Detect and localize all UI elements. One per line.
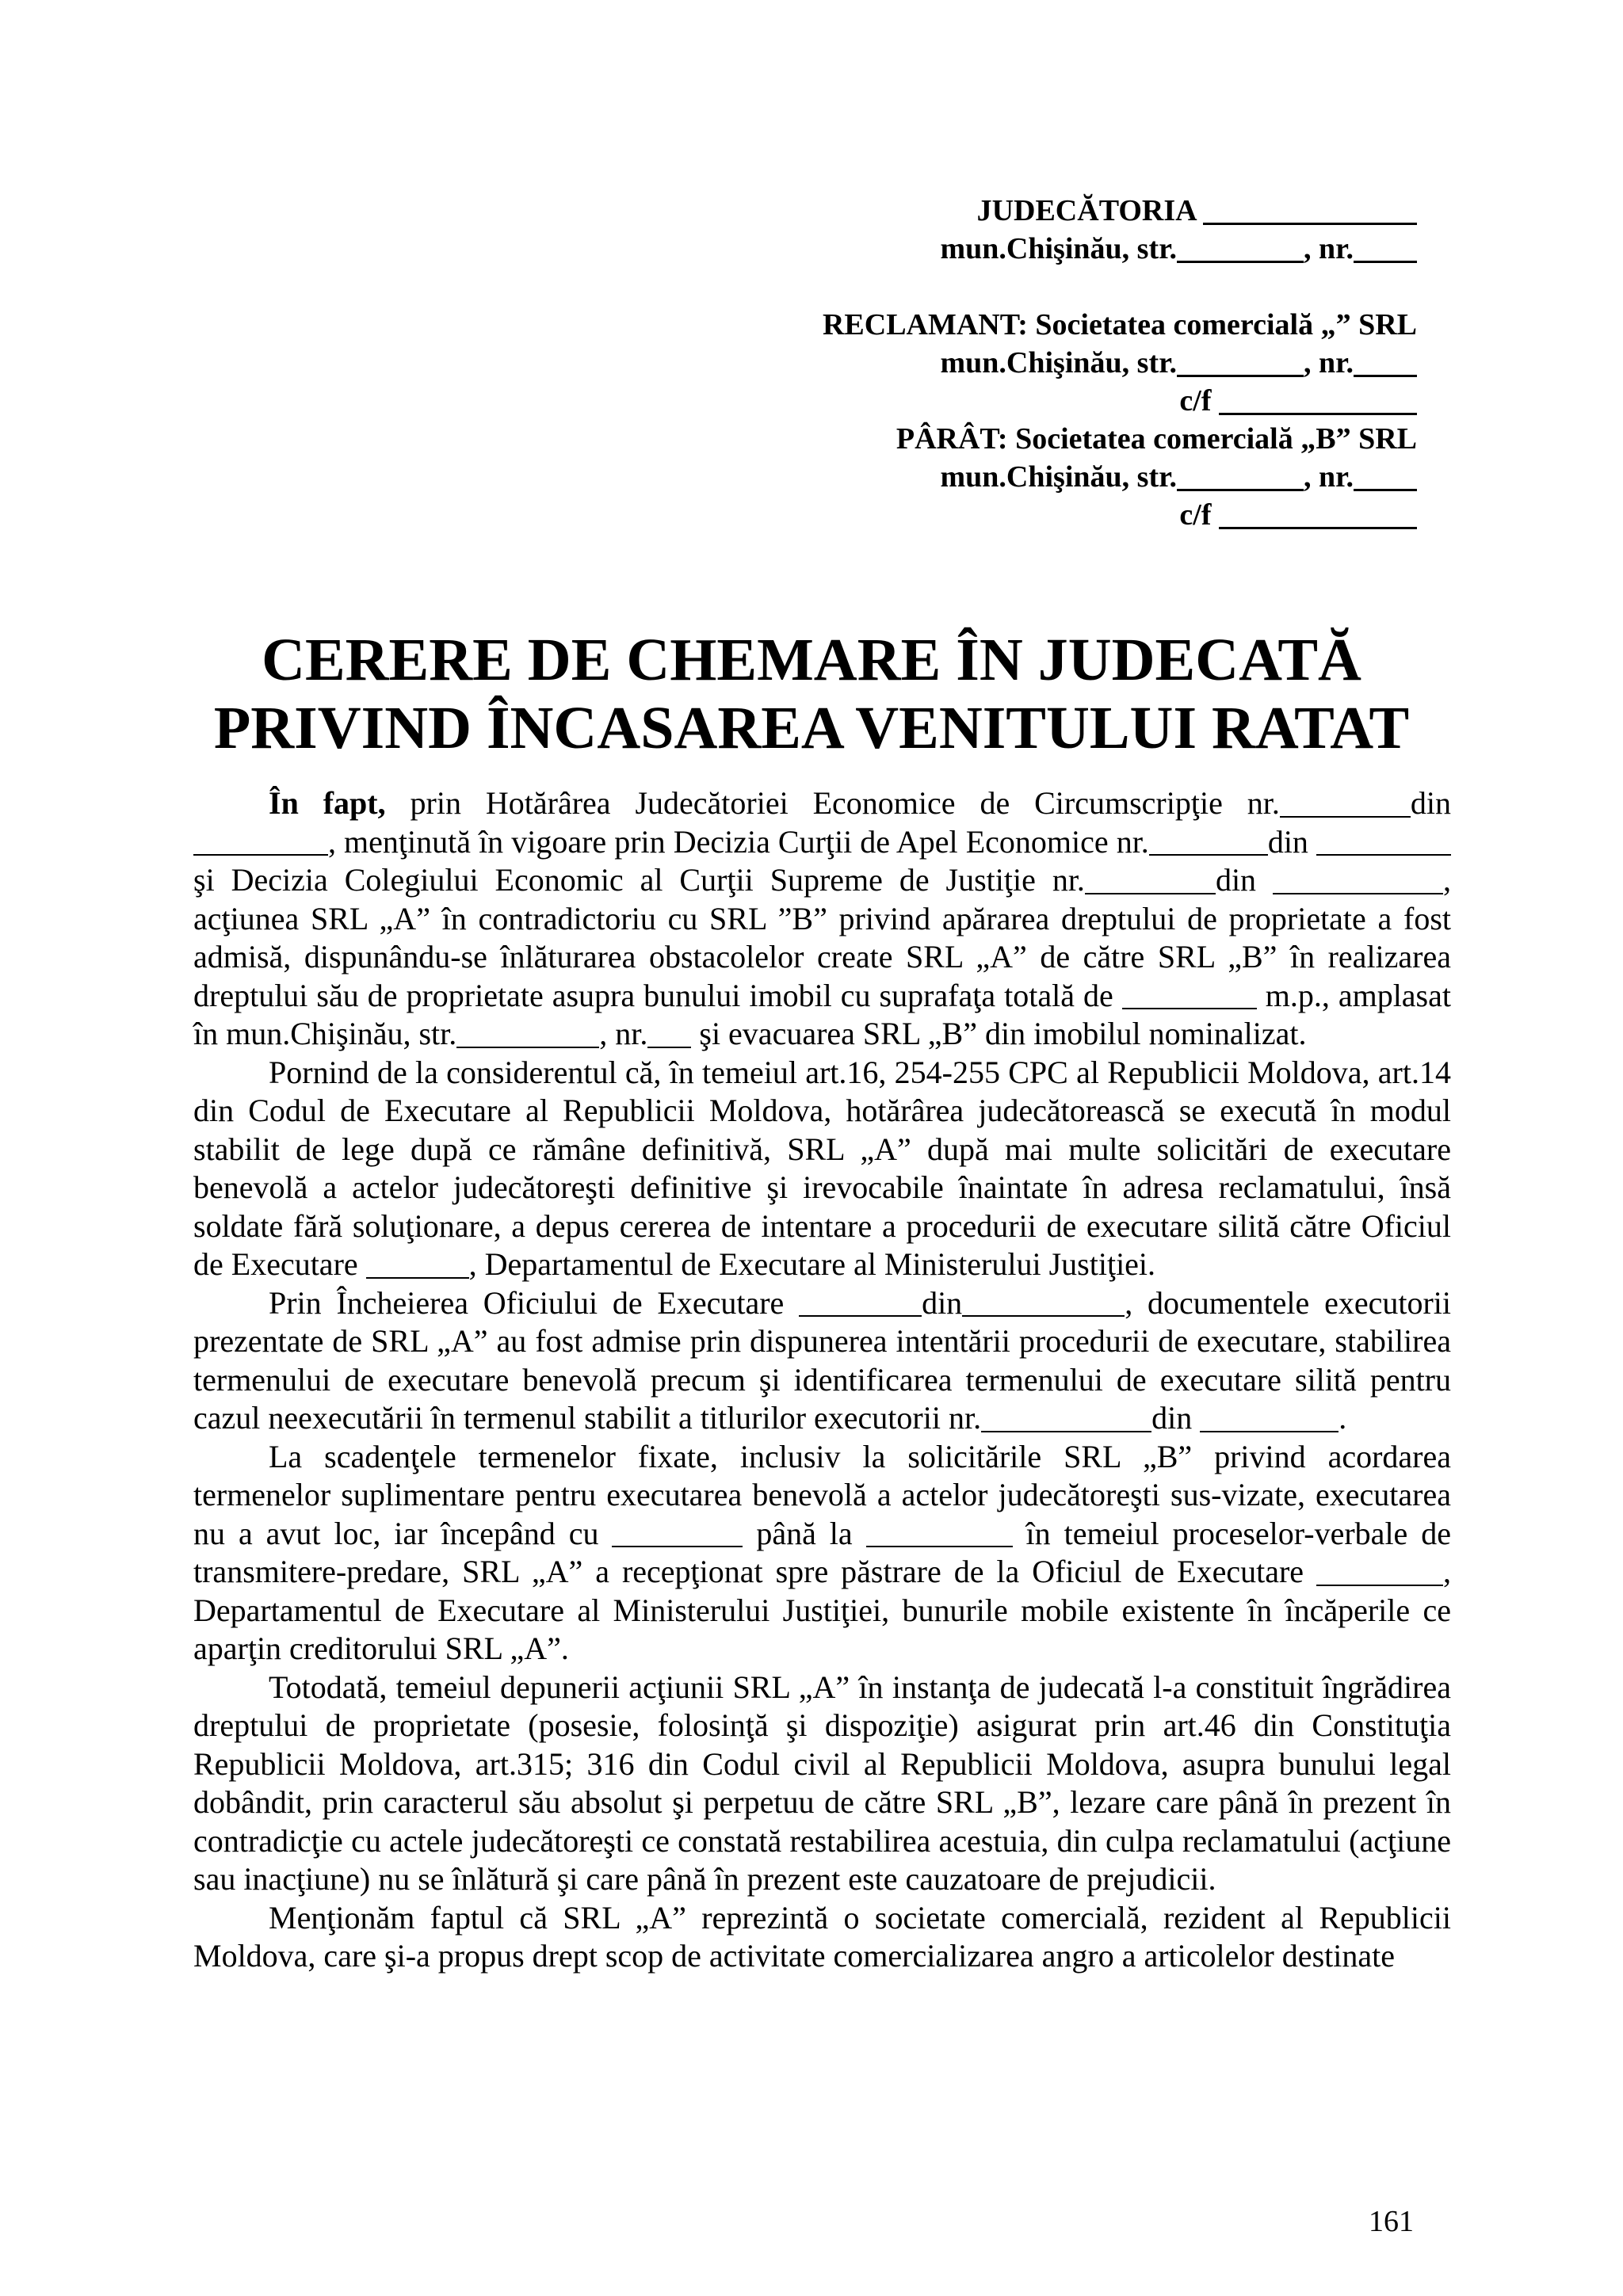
defendant-address-nr: , nr. [1303, 460, 1354, 494]
court-name-blank [1203, 193, 1417, 225]
blank-field [1316, 1556, 1443, 1586]
defendant-line: PÂRÂT: Societatea comercială „B” SRL [896, 422, 1417, 456]
claimant-cf-line [823, 382, 1417, 420]
text-run: , Departamentul de Executare al Ministerului Justiţiei. [468, 1246, 1156, 1282]
paragraph-4 [193, 1438, 1451, 1669]
text-run: , acţiunea SRL „A” în contradictoriu cu SRL ”B” privind apărarea dreptului de proprietate a fost admisă, dispunându-se înlăturarea obstacolelor create SRL „A” de către SRL „B” în realizarea dreptului său de proprietate asupra bunului imobil cu suprafaţa totală de [193, 862, 1452, 1013]
paragraph-3 [193, 1284, 1451, 1438]
blank-field [962, 1287, 1125, 1317]
court-address-line [823, 230, 1417, 268]
text-run: din [1267, 823, 1308, 860]
claimant-line: RECLAMANT: Societatea comercială „” SRL [822, 308, 1417, 341]
text-run: din [1215, 862, 1257, 898]
blank-field [647, 1018, 691, 1048]
text-run: în temeiul proceselor-verbale de transmitere-predare, SRL „A” a recepţionat spre păstrare de la Oficiul de Executare [193, 1515, 1452, 1589]
title-line-1: CERERE DE CHEMARE ÎN JUDECATĂ [262, 627, 1361, 693]
blank-field [866, 1517, 1013, 1547]
court-address-nr: , nr. [1303, 232, 1354, 265]
nr-blank [1354, 231, 1417, 263]
street-blank [1177, 231, 1304, 263]
page-number: 161 [1369, 2205, 1414, 2238]
document-title [0, 626, 1623, 762]
text-run: până la [743, 1515, 866, 1551]
court-line [823, 192, 1417, 230]
street-blank [1177, 345, 1304, 377]
court-label: JUDECĂTORIA [976, 194, 1196, 227]
paragraph-1 [193, 784, 1451, 1054]
paragraph-5: Totodată, temeiul depunerii acţiunii SRL „A” în instanţa de judecată l-a constituit îngrădirea dreptului de proprietate (posesie, folosinţă şi dispoziţie) asigurat prin art.46 din Constituţia Republicii Moldova, art.315; 316 din Codul civil al Republicii Moldova, asupra bunului legal dobândit, prin caracterul său absolut şi perpetuu de către SRL „B”, lezare care până în prezent în contradicţie cu actele judecătoreşti ce constată restabilirea acestuia, din culpa reclamatului (acţiune sau inacţiune) nu se înlătură şi care până în prezent este cauzatoare de prejudicii. [193, 1669, 1451, 1897]
text-run: La scadenţele termenelor fixate, inclusiv la solicitările SRL „B” privind acordarea termenelor suplimentare pentru executarea benevolă a actelor judecătoreşti sus-vizate, executarea nu a avut loc, iar începând cu [193, 1438, 1451, 1551]
paragraph-2 [193, 1054, 1451, 1284]
blank-field [612, 1517, 743, 1547]
text-run: din [1410, 785, 1451, 821]
blank-field [1149, 826, 1268, 856]
blank-field [366, 1249, 469, 1279]
text-run: şi evacuarea SRL „B” din imobilul nominalizat. [691, 1016, 1307, 1051]
court-address-prefix: mun.Chişinău, str. [940, 232, 1177, 265]
text-run: Pornind de la considerentul că, în temeiul art.16, 254-255 CPC al Republicii Moldova, art.14 din Codul de Executare al Republicii Moldova, hotărârea judecătorească se execută în modul stabilit de lege după ce rămâne definitivă, SRL „A” după mai multe solicitări de executare benevolă a actelor judecătoreşti definitive şi irevocabile înaintate în adresa reclamatului, însă soldate fără soluţionare, a depus cererea de intentare a procedurii de executare silită către Oficiul de Executare [193, 1054, 1451, 1282]
street-blank [1177, 459, 1304, 491]
defendant-cf-line [823, 496, 1417, 534]
nr-blank [1354, 345, 1417, 377]
text-run: , menţinută în vigoare prin Decizia Curţii de Apel Economice nr. [328, 823, 1149, 860]
defendant-address-line [823, 458, 1417, 496]
text-run: Prin Încheierea Oficiului de Executare [269, 1284, 800, 1321]
blank-field [1122, 979, 1257, 1009]
claimant-address-line [823, 344, 1417, 382]
text-run: m.p., amplasat în mun.Chişinău, str. [193, 977, 1451, 1051]
blank-field [1200, 1402, 1338, 1432]
cf-blank [1219, 383, 1417, 415]
blank-field [1280, 788, 1411, 818]
text-run: , nr. [599, 1016, 648, 1051]
cf-blank [1219, 497, 1417, 529]
blank-field [1273, 864, 1443, 894]
text-run: , Departamentul de Executare al Ministerului Justiţiei, bunurile mobile existente în încăperile ce aparţin creditorului SRL „A”. [193, 1554, 1451, 1666]
blank-field [456, 1018, 599, 1048]
document-header [823, 192, 1417, 534]
text-run: din [1151, 1400, 1193, 1436]
text-run: din [922, 1284, 963, 1321]
text-run: , documentele executorii prezentate de SRL „A” au fost admise prin dispunerea intentării procedurii de executare, stabilirea termenului de executare benevolă precum şi identificarea termenului de executare silită pentru cazul neexecutării în termenul stabilit a titlurilor executorii nr. [193, 1284, 1451, 1436]
text-run: prin Hotărârea Judecătoriei Economice de Circumscripţie nr. [385, 785, 1280, 821]
text-run: şi Decizia Colegiului Economic al Curţii Supreme de Justiţie nr. [193, 862, 1085, 898]
blank-field [193, 826, 328, 856]
text-run: . [1338, 1400, 1347, 1436]
blank-field [799, 1287, 922, 1317]
nr-blank [1354, 459, 1417, 491]
claimant-address-prefix: mun.Chişinău, str. [940, 346, 1177, 379]
paragraph-6: Menţionăm faptul că SRL „A” reprezintă o societate comercială, rezident al Republicii Moldova, care şi-a propus drept scop de activitate comercializarea angro a articolelor destinate [193, 1899, 1451, 1974]
blank-field [1316, 826, 1451, 856]
blank-field [981, 1402, 1151, 1432]
claimant-cf-label: c/f [1179, 384, 1212, 418]
document-body [193, 784, 1451, 1976]
blank-field [1085, 864, 1216, 894]
defendant-cf-label: c/f [1179, 498, 1212, 532]
title-line-2: PRIVIND ÎNCASAREA VENITULUI RATAT [213, 695, 1410, 761]
defendant-address-prefix: mun.Chişinău, str. [940, 460, 1177, 494]
claimant-address-nr: , nr. [1303, 346, 1354, 379]
paragraph-lead: În fapt, [269, 785, 386, 821]
